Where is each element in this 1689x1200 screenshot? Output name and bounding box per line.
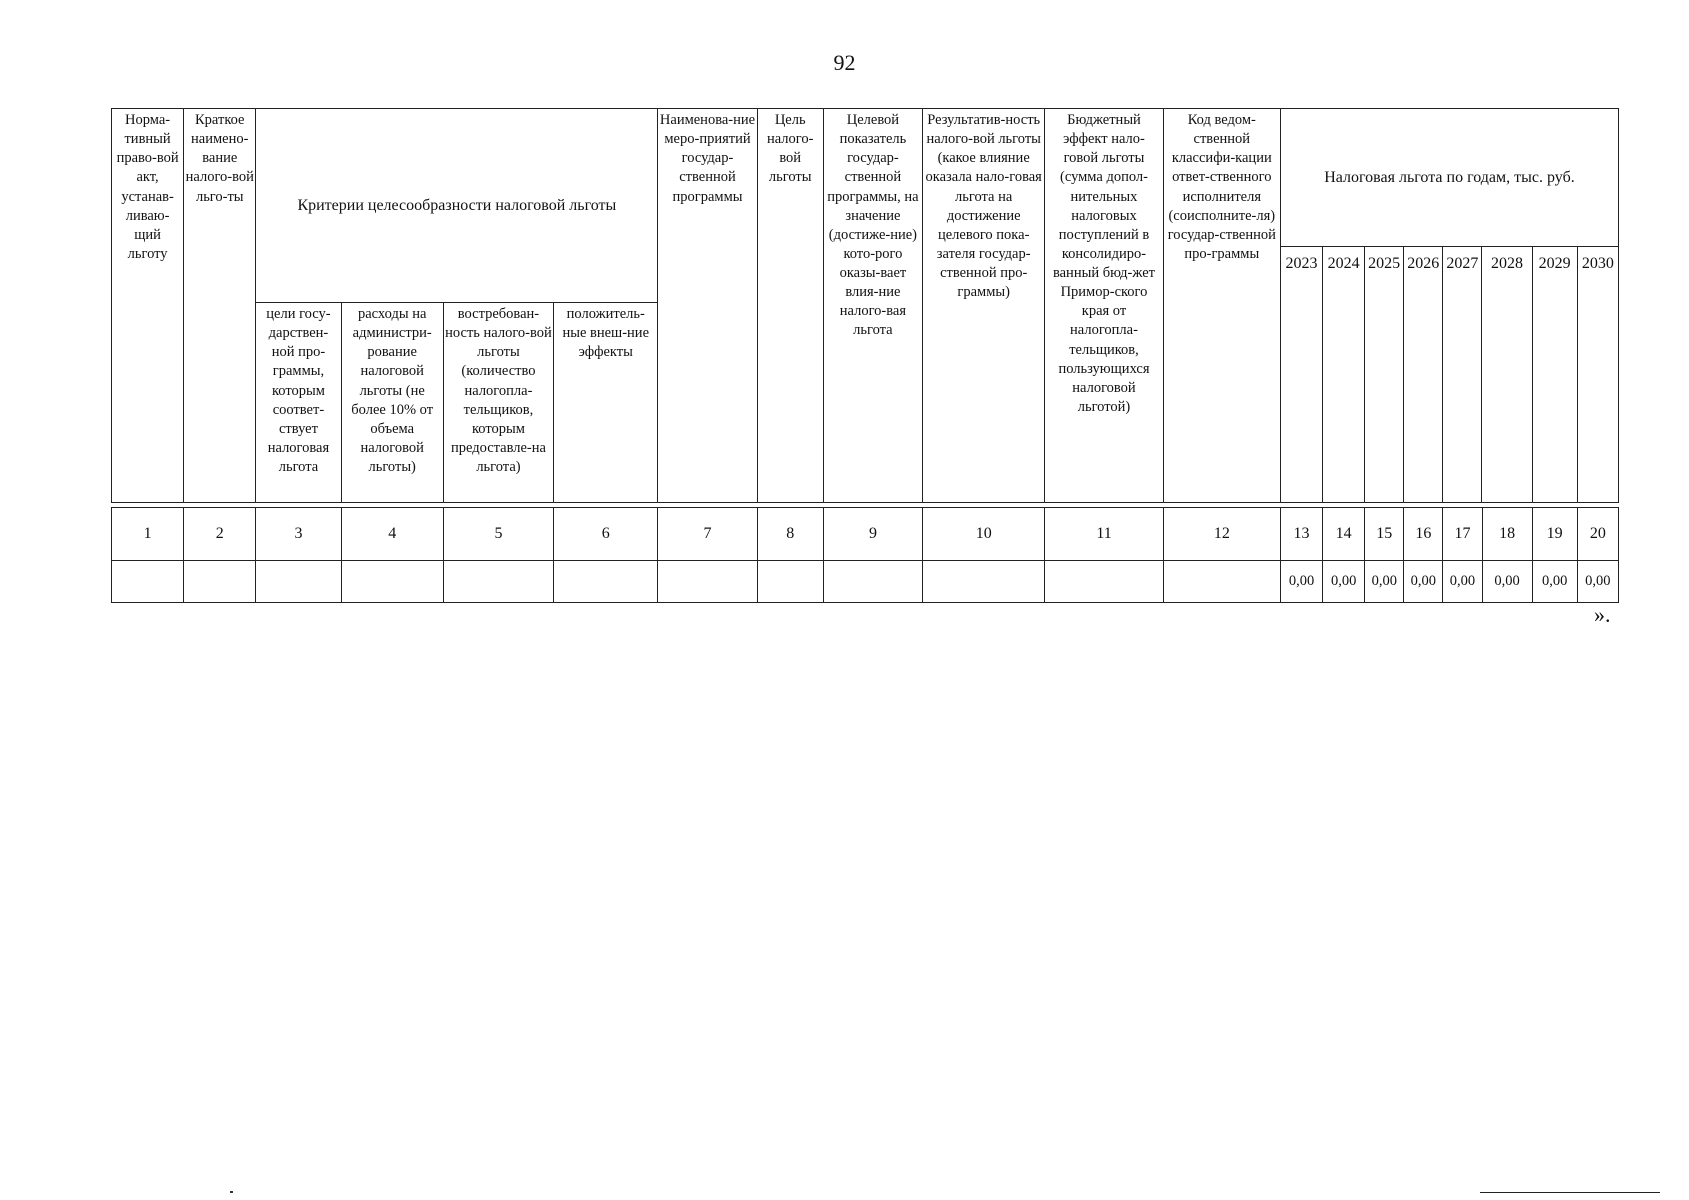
header-criteria-external-effects: положитель-ные внеш-ние эффекты bbox=[554, 303, 658, 503]
column-number: 12 bbox=[1163, 508, 1280, 561]
column-number: 6 bbox=[554, 508, 658, 561]
value-cell-2024: 0,00 bbox=[1323, 561, 1365, 603]
value-cell bbox=[1163, 561, 1280, 603]
column-number: 15 bbox=[1365, 508, 1404, 561]
header-year-2026: 2026 bbox=[1404, 247, 1443, 503]
header-normative-act: Норма-тивный право-вой акт, устанав-ливаю-щий льготу bbox=[112, 109, 184, 503]
header-program-activities: Наименова-ние меро-приятий государ-ственной программы bbox=[658, 109, 757, 503]
value-cell-2028: 0,00 bbox=[1482, 561, 1532, 603]
value-cell-2027: 0,00 bbox=[1443, 561, 1482, 603]
benefits-data-table bbox=[111, 507, 1619, 603]
column-number: 2 bbox=[184, 508, 256, 561]
closing-quote-mark: ». bbox=[1594, 602, 1611, 627]
header-criteria-admin-costs: расходы на администри-рование налоговой льготы (не более 10% от объема налоговой льготы) bbox=[341, 303, 443, 503]
column-number-row bbox=[112, 508, 1619, 561]
column-number: 5 bbox=[443, 508, 553, 561]
value-cell bbox=[757, 561, 823, 603]
header-department-code: Код ведом-ственной классифи-кации ответ-ственного исполнителя (соисполните-ля) государ-ственной про-граммы bbox=[1163, 109, 1280, 503]
value-cell-2029: 0,00 bbox=[1532, 561, 1577, 603]
value-cell bbox=[923, 561, 1045, 603]
value-cell bbox=[341, 561, 443, 603]
header-year-2025: 2025 bbox=[1365, 247, 1404, 503]
footer-rule bbox=[1480, 1192, 1660, 1193]
value-row bbox=[112, 561, 1619, 603]
value-cell bbox=[184, 561, 256, 603]
column-number: 11 bbox=[1045, 508, 1163, 561]
value-cell bbox=[1045, 561, 1163, 603]
column-number: 20 bbox=[1577, 508, 1618, 561]
benefits-header-table bbox=[111, 108, 1619, 503]
value-cell-2023: 0,00 bbox=[1281, 561, 1323, 603]
column-number: 19 bbox=[1532, 508, 1577, 561]
header-criteria-demand: востребован-ность налого-вой льготы (количество налогопла-тельщиков, которым предоставле-на льгота) bbox=[443, 303, 553, 503]
page-number: 92 bbox=[833, 50, 856, 75]
header-years-group: Налоговая льгота по годам, тыс. руб. bbox=[1280, 109, 1618, 247]
header-benefit-goal: Цель налого-вой льготы bbox=[757, 109, 823, 503]
header-year-2027: 2027 bbox=[1443, 247, 1482, 503]
header-year-2028: 2028 bbox=[1482, 247, 1532, 503]
column-number: 1 bbox=[112, 508, 184, 561]
column-number: 17 bbox=[1443, 508, 1482, 561]
header-year-2024: 2024 bbox=[1323, 247, 1365, 503]
value-cell bbox=[823, 561, 922, 603]
header-short-name: Краткое наимено-вание налого-вой льго-ты bbox=[184, 109, 256, 503]
value-cell bbox=[554, 561, 658, 603]
header-budget-effect: Бюджетный эффект нало-говой льготы (сумма допол-нительных налоговых поступлений в консолидиро-ванный бюд-жет Примор-ского края от налогопла-тельщиков, пользующихся налоговой льготой) bbox=[1045, 109, 1163, 503]
column-number: 14 bbox=[1323, 508, 1365, 561]
header-year-2023: 2023 bbox=[1280, 247, 1322, 503]
value-cell bbox=[112, 561, 184, 603]
column-number: 13 bbox=[1281, 508, 1323, 561]
column-number: 3 bbox=[256, 508, 341, 561]
header-criteria-group: Критерии целесообразности налоговой льготы bbox=[256, 109, 658, 303]
column-number: 8 bbox=[757, 508, 823, 561]
header-criteria-program-goals: цели госу-дарствен-ной про-граммы, которым соответ-ствует налоговая льгота bbox=[256, 303, 341, 503]
value-cell bbox=[658, 561, 757, 603]
column-number: 4 bbox=[341, 508, 443, 561]
header-year-2029: 2029 bbox=[1532, 247, 1577, 503]
value-cell-2026: 0,00 bbox=[1404, 561, 1443, 603]
column-number: 10 bbox=[923, 508, 1045, 561]
column-number: 16 bbox=[1404, 508, 1443, 561]
column-number: 9 bbox=[823, 508, 922, 561]
header-year-2030: 2030 bbox=[1577, 247, 1618, 503]
header-target-indicator: Целевой показатель государ-ственной программы, на значение (достиже-ние) кото-рого оказы-вает влия-ние налого-вая льгота bbox=[823, 109, 922, 503]
value-cell bbox=[256, 561, 341, 603]
column-number: 7 bbox=[658, 508, 757, 561]
value-cell-2030: 0,00 bbox=[1577, 561, 1618, 603]
header-effectiveness: Результатив-ность налого-вой льготы (какое влияние оказала нало-говая льгота на достижение целевого пока-зателя государ-ственной про-граммы) bbox=[923, 109, 1045, 503]
value-cell bbox=[443, 561, 553, 603]
value-cell-2025: 0,00 bbox=[1365, 561, 1404, 603]
column-number: 18 bbox=[1482, 508, 1532, 561]
scan-artifact-mark bbox=[230, 1191, 233, 1193]
